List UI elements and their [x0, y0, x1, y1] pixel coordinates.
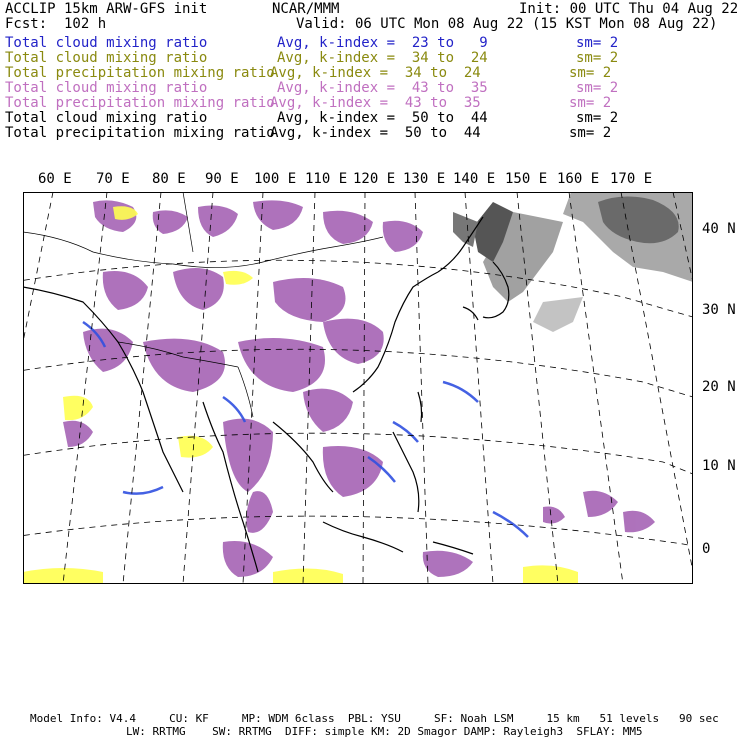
valid-time: Valid: 06 UTC Mon 08 Aug 22 (15 KST Mon 08 Aug 22)	[296, 16, 718, 32]
lat-label-20n: 20 N	[702, 379, 736, 395]
lat-label-10n: 10 N	[702, 458, 736, 474]
legend-field-5: Total precipitation mixing ratio	[5, 95, 275, 111]
lon-label-110e: 110 E	[305, 171, 348, 187]
lon-label-140e: 140 E	[453, 171, 496, 187]
cloud-map	[23, 192, 693, 584]
lon-label-100e: 100 E	[254, 171, 297, 187]
legend-sm-1: sm= 2	[576, 35, 619, 51]
forecast-hour: Fcst: 102 h	[5, 16, 107, 32]
lon-label-170e: 170 E	[610, 171, 653, 187]
init-time: Init: 00 UTC Thu 04 Aug 22	[519, 1, 739, 17]
legend-avg-6: Avg, k-index = 50 to 44	[277, 110, 488, 126]
lon-label-120e: 120 E	[353, 171, 396, 187]
lat-label-0: 0	[702, 541, 711, 557]
lon-label-60e: 60 E	[38, 171, 72, 187]
lon-label-70e: 70 E	[96, 171, 130, 187]
legend-field-1: Total cloud mixing ratio	[5, 35, 208, 51]
legend-sm-4: sm= 2	[576, 80, 619, 96]
model-title: ACCLIP 15km ARW-GFS init	[5, 1, 208, 17]
legend-sm-6: sm= 2	[576, 110, 619, 126]
legend-avg-5: Avg, k-index = 43 to 35	[270, 95, 481, 111]
legend-field-2: Total cloud mixing ratio	[5, 50, 208, 66]
legend-avg-4: Avg, k-index = 43 to 35	[277, 80, 488, 96]
legend-sm-7: sm= 2	[569, 125, 612, 141]
lon-label-160e: 160 E	[557, 171, 600, 187]
lat-label-30n: 30 N	[702, 302, 736, 318]
model-info-line1: Model Info: V4.4 CU: KF MP: WDM 6class PBL: YSU SF: Noah LSM 15 km 51 levels 90 sec	[30, 712, 719, 725]
legend-field-6: Total cloud mixing ratio	[5, 110, 208, 126]
lon-label-130e: 130 E	[403, 171, 446, 187]
lon-label-150e: 150 E	[505, 171, 548, 187]
legend-field-4: Total cloud mixing ratio	[5, 80, 208, 96]
legend-field-3: Total precipitation mixing ratio	[5, 65, 275, 81]
lon-label-90e: 90 E	[205, 171, 239, 187]
legend-field-7: Total precipitation mixing ratio	[5, 125, 275, 141]
legend-avg-3: Avg, k-index = 34 to 24	[270, 65, 481, 81]
legend-avg-2: Avg, k-index = 34 to 24	[277, 50, 488, 66]
lon-label-80e: 80 E	[152, 171, 186, 187]
legend-avg-7: Avg, k-index = 50 to 44	[270, 125, 481, 141]
legend-sm-2: sm= 2	[576, 50, 619, 66]
lat-label-40n: 40 N	[702, 221, 736, 237]
model-info-line2: LW: RRTMG SW: RRTMG DIFF: simple KM: 2D Smagor DAMP: Rayleigh3 SFLAY: MM5	[126, 725, 643, 738]
legend-sm-3: sm= 2	[569, 65, 612, 81]
legend-sm-5: sm= 2	[569, 95, 612, 111]
legend-avg-1: Avg, k-index = 23 to 9	[277, 35, 488, 51]
org-label: NCAR/MMM	[272, 1, 340, 17]
